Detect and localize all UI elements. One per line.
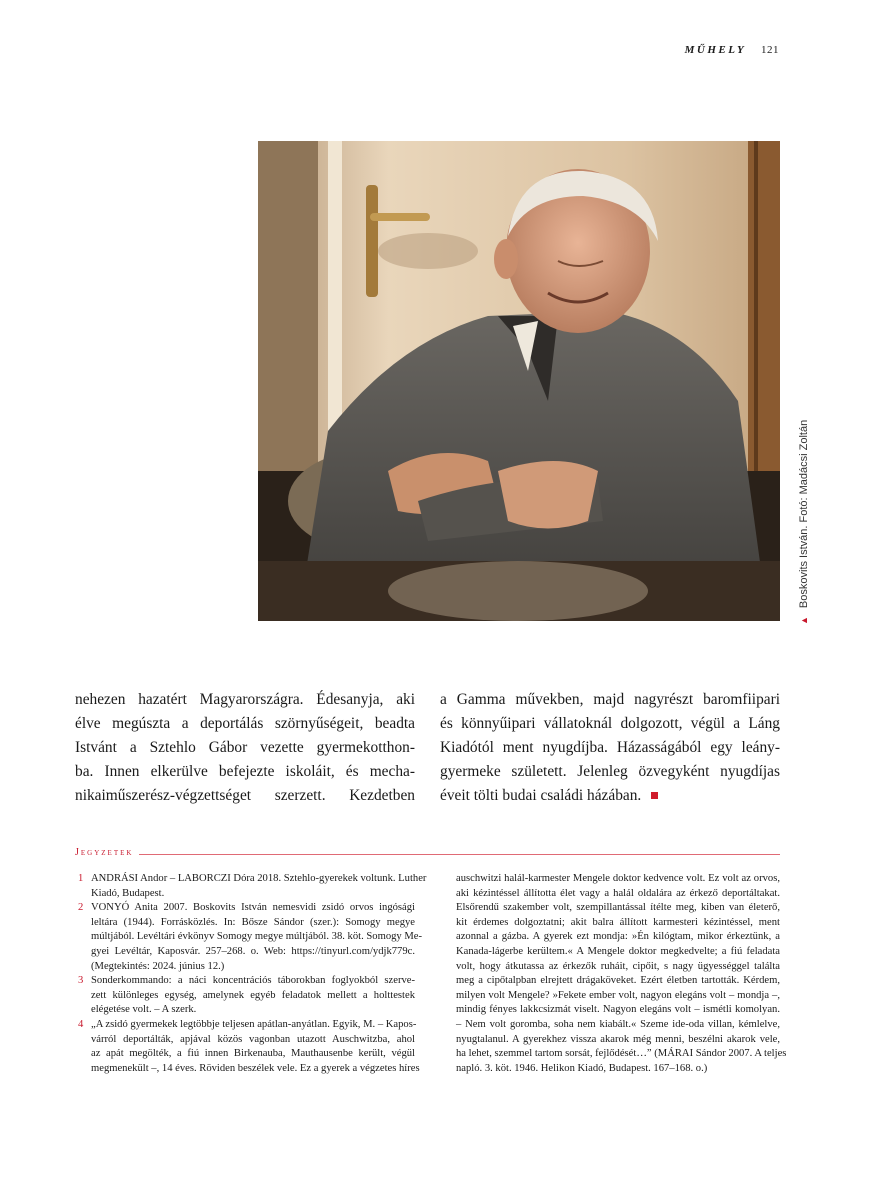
note-4 (75, 1018, 420, 1076)
photo-caption (794, 145, 814, 625)
note-line: napló. 3. köt. 1946. Helikon Kiadó, Budapest. 167–168. o.) (456, 1062, 708, 1074)
note-line: Kanada-lágerbe kerültem.« A Mengele doktor megkedvelte; a fiú feladata (456, 945, 780, 957)
note-line: mindig fényes lakkcsizmát viselt. Nagyon elegáns volt – ismétli komolyan. (456, 1004, 780, 1016)
notes-heading (75, 847, 780, 863)
body-line: és könnyűipari vállatoknál dolgozott, végül a Láng (440, 715, 780, 733)
body-line: Kiadótól ment nyugdíjba. Házasságából egy leány- (440, 739, 780, 757)
note-line: milyen volt Mengele? »Fekete ember volt, nagyon elegáns volt – mondja –, (456, 989, 780, 1001)
note-line: Sonderkommando: a náci koncentrációs táborokban foglyokból szerve- (91, 975, 415, 987)
page-number: 121 (761, 44, 779, 56)
note-1 (75, 872, 427, 901)
caption-text: Boskovits István. Fotó: Madácsi Zoltán (798, 419, 810, 609)
note-number: 2 (78, 902, 84, 914)
note-line: megmenekült –, 14 éves. Röviden beszélek vele. Ez a gyerek a végzetes híres (91, 1062, 420, 1074)
note-line: – Nem volt goromba, soha nem kiabált.« Szeme ide-oda villan, kémlelve, (456, 1018, 780, 1030)
note-number: 4 (78, 1018, 84, 1030)
note-line: Kiadó, Budapest. (91, 887, 165, 899)
note-line: auschwitzi halál-karmester Mengele doktor kedvence volt. Ez volt az orvos, (456, 873, 780, 884)
note-line: az apát megölték, a fiú innen Birkenauba, Mauthausenbe került, végül (91, 1048, 415, 1060)
notes-rule (75, 854, 780, 855)
note-line: nyugtalanul. A gyerekhez vissza akarok még menni, beszélni akarok vele, (456, 1033, 780, 1045)
note-line: meg a cipőtalpban elrejtett drágaköveket. Ezért életben tartották. Kérdem, (456, 975, 780, 987)
body-line: a Gamma művekben, majd nagyrészt baromfiipari (440, 691, 780, 708)
body-line-last (440, 784, 780, 808)
body-line: ba. Innen elkerülve befejezte iskoláit, és mecha- (75, 763, 415, 781)
note-line: gyei Levéltár, Kaposvár. 257–268. o. Web: https://tinyurl.com/ydjk779c. (91, 945, 415, 957)
body-column-right (440, 688, 780, 808)
notes-column-left (75, 872, 427, 1076)
note-line: „A zsidó gyermekek legtöbbje teljesen apátlan-anyátlan. Egyik, M. – Kapos- (91, 1018, 417, 1030)
note-number: 1 (78, 873, 84, 884)
note-line: VONYÓ Anita 2007. Boskovits István nemesvidi zsidó orvos ingósági (91, 902, 415, 914)
note-line: (Megtekintés: 2024. június 12.) (91, 960, 225, 972)
note-number: 3 (78, 975, 84, 987)
note-line: Elsőrendű szakember volt, szempillantással ítélte meg, kiben van életerő, (456, 902, 780, 914)
note-line: azonnal a gázba. A gyerek ezt mondja: »Én kilógtam, mikor érkeztünk, a (456, 931, 780, 943)
note-line: kit érdemes dolgoztatni; akit balra állított karmesteri kézintéssel, ment (456, 916, 780, 928)
notes-heading-label: Jegyzetek (75, 847, 139, 858)
body-line: élve megúszta a deportálás szörnyűségeit, beadta (75, 715, 415, 733)
note-2 (75, 901, 423, 974)
note-3 (75, 974, 415, 1018)
body-line: nehezen hazatért Magyarországra. Édesanyja, aki (75, 691, 415, 708)
note-line: múltjából. Levéltári évkönyv Somogy megye múltjából. 38. köt. Somogy Me- (91, 931, 423, 943)
note-line: elégetése volt. – A szerk. (91, 1004, 197, 1016)
note-line: ha lehet, szemmel tartom sorsát, fejlődését…” (MÁRAI Sándor 2007. A teljes (456, 1048, 787, 1060)
body-line-text: éveit tölti budai családi házában. (440, 787, 642, 805)
caption-marker-icon: ▲ (799, 616, 809, 625)
note-line: aki kézintéssel állította élet vagy a halál oldalára az érkező deportáltakat. (456, 887, 780, 899)
body-line: nikaiműszerész-végzettséget szerzett. Kezdetben (75, 787, 415, 805)
portrait-photo (258, 141, 780, 621)
body-column-left (75, 688, 415, 808)
notes-column-right (456, 872, 787, 1076)
section-title: MŰHELY (684, 44, 747, 56)
body-line: Istvánt a Sztehlo Gábor vezette gyermekotthon- (75, 739, 415, 757)
note-line: várról deportálták, apjával közös vagonban utazott Auschwitzba, ahol (91, 1033, 415, 1045)
body-line: gyermeke született. Jelenleg özvegyként nyugdíjas (440, 763, 780, 781)
note-line: zett különleges egység, amelynek egyéb feladatok mellett a holttestek (91, 989, 415, 1001)
running-header (685, 44, 779, 56)
note-line: volt, hogy átkutassa az érkezők ruháit, cipőit, s nagy ügyességgel találta (456, 960, 780, 972)
end-mark-icon (651, 792, 658, 799)
note-line: leltára (1944). Forrásközlés. In: Bősze Sándor (szer.): Somogy megye (91, 916, 415, 928)
note-line: ANDRÁSI Andor – LABORCZI Dóra 2018. Sztehlo-gyerekek voltunk. Luther (91, 873, 427, 884)
